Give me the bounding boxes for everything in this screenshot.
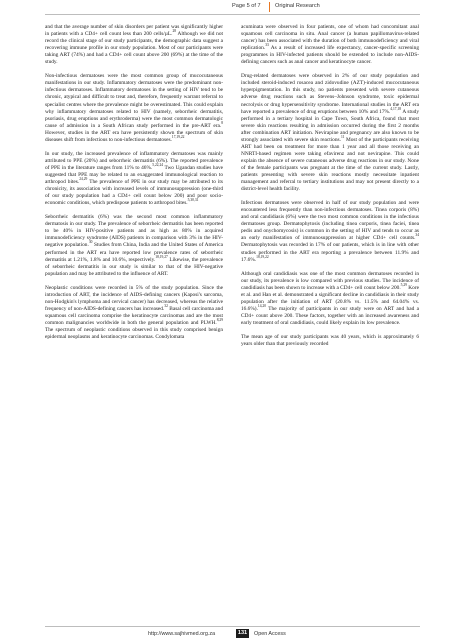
page-footer	[0, 626, 453, 640]
journal-url-link[interactable]: http://www.sajhivmed.org.za	[148, 631, 216, 637]
paragraph: Drug-related dermatoses were observed in 2% of our study population and included steroid-induced rosacea and zidovudine (AZT)-induced mucocutaneous hyperpigmentation. In this study, no patients presented with severe cutaneous adverse drug reactions such as Stevens–Johnson syndrome, toxic epidermal necrolysis or drug hypersensitivity syndrome. International studies in the ART era have reported a prevalence of drug eruptions between 10% and 17%.$^{4,17,18}$ A study performed in a tertiary hospital in Cape Town, South Africa, found that most severe skin reactions resulting in admission occurred during the first 2 months after combination ART initiation. Nevirapine and pregnancy are also known to be strongly associated with severe skin reactions.$^{11}$ Most of the participants receiving ART had been on treatment for more than 1 year and all those receiving an NNRTI-based regimen were taking efavirenz and not nevirapine. This could explain the absence of severe cutaneous adverse drug reactions in our study. None of the female participants was pregnant at the time of the current study. Lastly, patients presenting with severe skin reactions mostly necessitate inpatient management and referral to tertiary institutions and may not present directly to a district-level health facility.	[241, 73, 419, 193]
page-number-badge: 131	[237, 630, 248, 636]
paragraph: Seborrheic dermatitis (6%) was the second most common inflammatory dermatosis in our study. The prevalence of seborrheic dermatitis has been reported to be 40% in HIV-positive patients and as high as 80% in acquired immunodeficiency syndrome (AIDS) patients in comparison with 3% in the HIV-negative population.$^{30}$ Studies from China, India and the United States of America performed in the ART era have reported low prevalence rates of seborrheic dermatitis at 1.21%, 1.8% and 10.6%, respectively.$^{18,19,27}$ Likewise, the prevalence of seborrheic dermatitis in our study is similar to that of the HIV-negative population and may be attributed to the influence of ART.	[45, 214, 223, 277]
open-access-label: Open Access	[254, 631, 286, 637]
paragraph: The mean age of our study participants was 40 years, which is approximately 6 years older than that previously recorded	[241, 334, 419, 348]
right-column	[241, 24, 419, 348]
header-separator	[269, 2, 270, 12]
page-header	[0, 0, 453, 14]
paragraph: In our study, the increased prevalence of inflammatory dermatoses was mainly attributed to PPE (20%) and seborrheic dermatitis (6%). The reported prevalence of PPE in the literature ranges from 11% to 46%.$^{5,22,24}$ Two Ugandan studies have suggested that PPE may be related to an exaggerated immunological reaction to arthropod bites.$^{24,29}$ The prevalence of PPE in our study may be attributed to its chronicity, its association with increased levels of immunosuppression (one-third of our study population had a CD4+ cell count below 200) and poor socio-economic conditions, which predispose patients to arthropod bites.$^{5,30,31}$	[45, 150, 223, 207]
footer-rule	[45, 626, 420, 627]
paragraph: Infectious dermatoses were observed in half of our study population and were encountered less frequently than non-infectious dermatoses. Tinea corporis (8%) and oral candidiasis (6%) were the two most common conditions in the infectious dermatoses group. Dermatophytosis (including tinea corporis, tinea faciei, tinea pedis and onychomycosis) is common in the setting of HIV and tends to occur as an early manifestation of immunosuppression at higher CD4+ cell counts.$^{34}$ Dermatophytosis was recorded in 17% of our patients, which is in line with other studies performed in the ART era reporting a prevalence between 11.9% and 17.6%.$^{18,19,22}$	[241, 200, 419, 263]
paragraph: acuminata were observed in four patients, one of whom had concomitant anal squamous cell carcinoma in situ. Anal cancer (a human papillomavirus-related cancer) has been associated with the duration of both immunodeficiency and viral replication.$^{33}$ As a result of increased life expectancy, cancer-specific screening programmes in HIV-infected patients should be extended to include non-AIDS-defining cancers such as anal cancer and keratinocyte cancer.	[241, 24, 419, 66]
section-label: Original Research	[275, 3, 320, 9]
paragraph: Although oral candidiasis was one of the most common dermatoses recorded in our study, its prevalence is low compared with previous studies. The incidence of candidiasis has been shown to increase with a CD4+ cell count below 200.$^{5,29}$ Kore et al. and Han et al. demonstrated a significant decline in candidiasis in their study population after the initiation of ART (20.8% vs. 11.5% and 64.04% vs. 16.6%).$^{14,20}$ The majority of participants in our study were on ART and had a CD4+ count above 200. These factors, together with an increased awareness and early treatment of oral candidiasis, could likely explain its low prevalence.	[241, 270, 419, 326]
page-count-label: Page 5 of 7	[232, 3, 261, 9]
left-column	[45, 24, 223, 341]
paragraph: and that the average number of skin disorders per patient was significantly higher in patients with a CD4+ cell count less than 200 cells/µL.$^{28}$ Although we did not record the clinical stage of our study participants, the demographic data suggest a recovering immune profile in our study population. Most of our participants were taking ART (74%) and had a CD4+ cell count above 200 (69%) at the time of the study.	[45, 24, 224, 66]
paragraph: Non-infectious dermatoses were the most common group of mucocutaneous manifestations in our study. Inflammatory dermatoses were the predominant non-infectious dermatoses. Inflammatory dermatoses in the setting of HIV tend to be chronic, atypical and difficult to treat and, therefore, frequently warrant referral to specialist centres where the prevalence might be overestimated. This could explain why inflammatory dermatoses related to HIV (namely, seborrheic dermatitis, psoriasis, drug eruptions and erythroderma) were the most common dermatologic cause of admission in a South African study performed in the pre-ART era.$^8$ However, studies in the ART era have persistently shown the spectrum of skin diseases shift from infectious to non-infectious dermatoses.$^{17,19,22}$	[45, 73, 223, 143]
paragraph: Neoplastic conditions were recorded in 5% of the study population. Since the introduction of ART, the incidence of AIDS-defining cancers (Kaposi's sarcoma, non-Hodgkin's lymphoma and cervical cancer) has decreased, whereas the relative frequency of non-AIDS-defining cancers has increased.$^{32}$ Basal cell carcinoma and squamous cell carcinoma comprise the keratinocyte carcinomas and are the most common malignancies worldwide in both the general population and PLWH.$^{8,29}$ The spectrum of neoplastic conditions observed in this study comprised benign epidermal neoplasms and keratinocyte carcinomas. Condylomata	[45, 284, 223, 341]
header-rule	[45, 14, 420, 15]
